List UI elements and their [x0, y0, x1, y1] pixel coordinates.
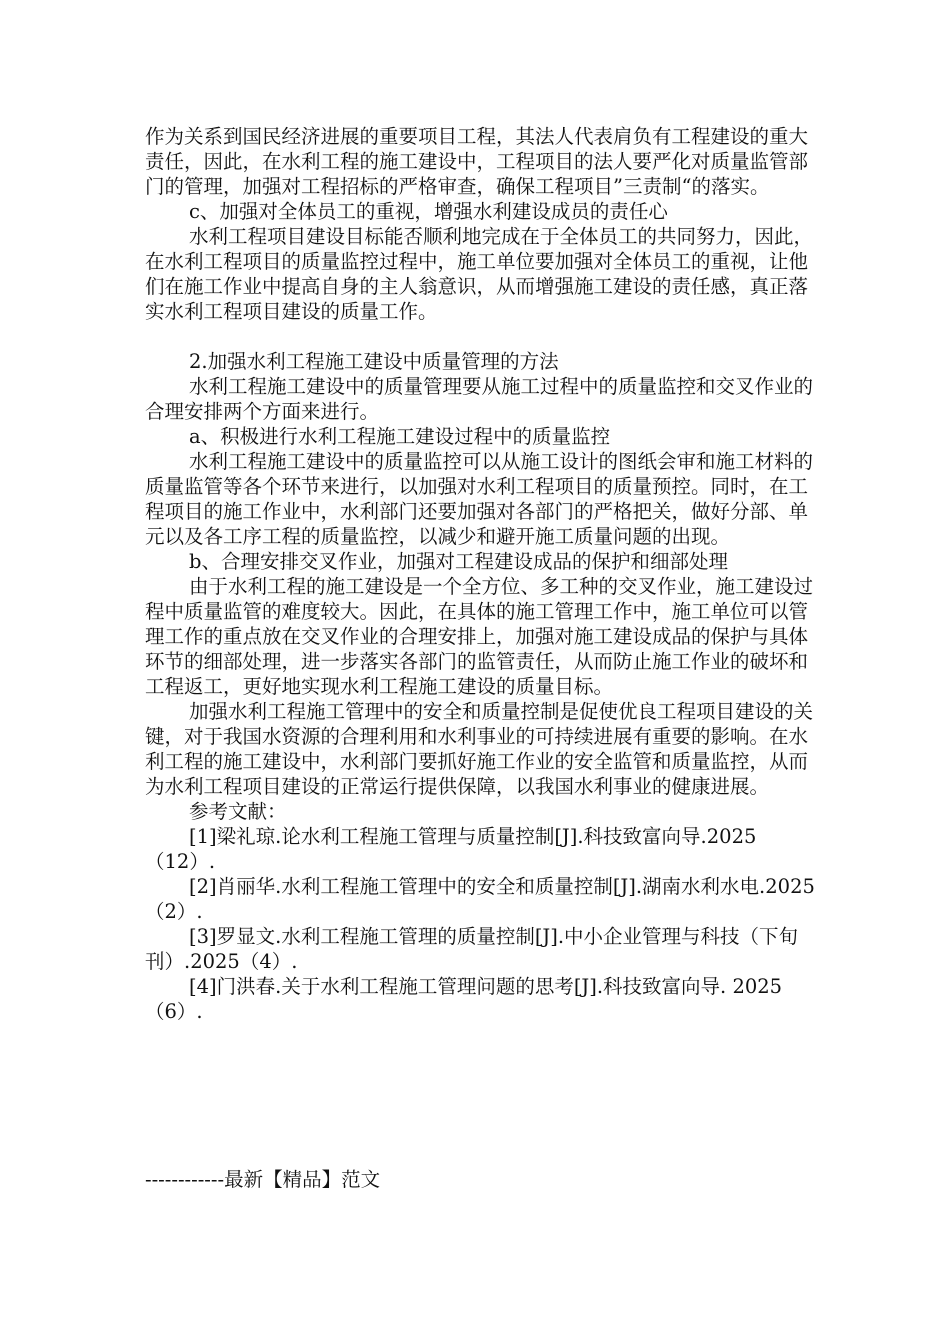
paragraph: 水利工程施工建设中的质量管理要从施工过程中的质量监控和交叉作业的合理安排两个方面来进行。: [145, 375, 814, 423]
subheading-b: b、合理安排交叉作业，加强对工程建设成品的保护和细部处理: [189, 550, 728, 573]
paragraph: 水利工程施工建设中的质量监控可以从施工设计的图纸会审和施工材料的质量监管等各个环节来进行，以加强对水利工程项目的质量预控。同时，在工程项目的施工作业中，水利部门还要加强对各部门的严格把关，做好分部、单元以及各工序工程的质量监控，以减少和避开施工质量问题的出现。: [145, 450, 814, 548]
document-body: [145, 124, 815, 1024]
blank-line: [145, 324, 815, 349]
references-heading: 参考文献：: [189, 800, 287, 823]
subheading-c: c、加强对全体员工的重视，增强水利建设成员的责任心: [189, 200, 668, 223]
reference-item: [1]梁礼琼.论水利工程施工管理与质量控制[J].科技致富向导.2025（12）.: [145, 825, 757, 873]
paragraph: 由于水利工程的施工建设是一个全方位、多工种的交叉作业，施工建设过程中质量监管的难度较大。因此，在具体的施工管理工作中，施工单位可以管理工作的重点放在交叉作业的合理安排上，加强对施工建设成品的保护与具体环节的细部处理，进一步落实各部门的监管责任，从而防止施工作业的破坏和工程返工，更好地实现水利工程施工建设的质量目标。: [145, 575, 814, 698]
section-heading-2: 2.加强水利工程施工建设中质量管理的方法: [189, 350, 559, 373]
footer-text: ------------最新【精品】范文: [145, 1168, 381, 1191]
paragraph-continuation: 作为关系到国民经济进展的重要项目工程，其法人代表肩负有工程建设的重大责任，因此，在水利工程的施工建设中，工程项目的法人要严化对质量监管部门的管理，加强对工程招标的严格审查，确保工程项目”三责制“的落实。: [145, 125, 809, 198]
subheading-a: a、积极进行水利工程施工建设过程中的质量监控: [189, 425, 611, 448]
reference-item: [2]肖丽华.水利工程施工管理中的安全和质量控制[J].湖南水利水电.2025（2）.: [145, 875, 815, 923]
paragraph-conclusion: 加强水利工程施工管理中的安全和质量控制是促使优良工程项目建设的关键，对于我国水资源的合理利用和水利事业的可持续进展有重要的影响。在水利工程的施工建设中，水利部门要抓好施工作业的安全监管和质量监控，从而为水利工程项目建设的正常运行提供保障，以我国水利事业的健康进展。: [145, 700, 814, 798]
reference-item: [3]罗显文.水利工程施工管理的质量控制[J].中小企业管理与科技（下旬刊）.2025（4）.: [145, 925, 799, 973]
paragraph: 水利工程项目建设目标能否顺利地完成在于全体员工的共同努力，因此，在水利工程项目的质量监控过程中，施工单位要加强对全体员工的重视，让他们在施工作业中提高自身的主人翁意识，从而增强施工建设的责任感，真正落实水利工程项目建设的质量工作。: [145, 225, 814, 323]
reference-item: [4]门洪春.关于水利工程施工管理问题的思考[J].科技致富向导. 2025（6）.: [145, 975, 783, 1023]
